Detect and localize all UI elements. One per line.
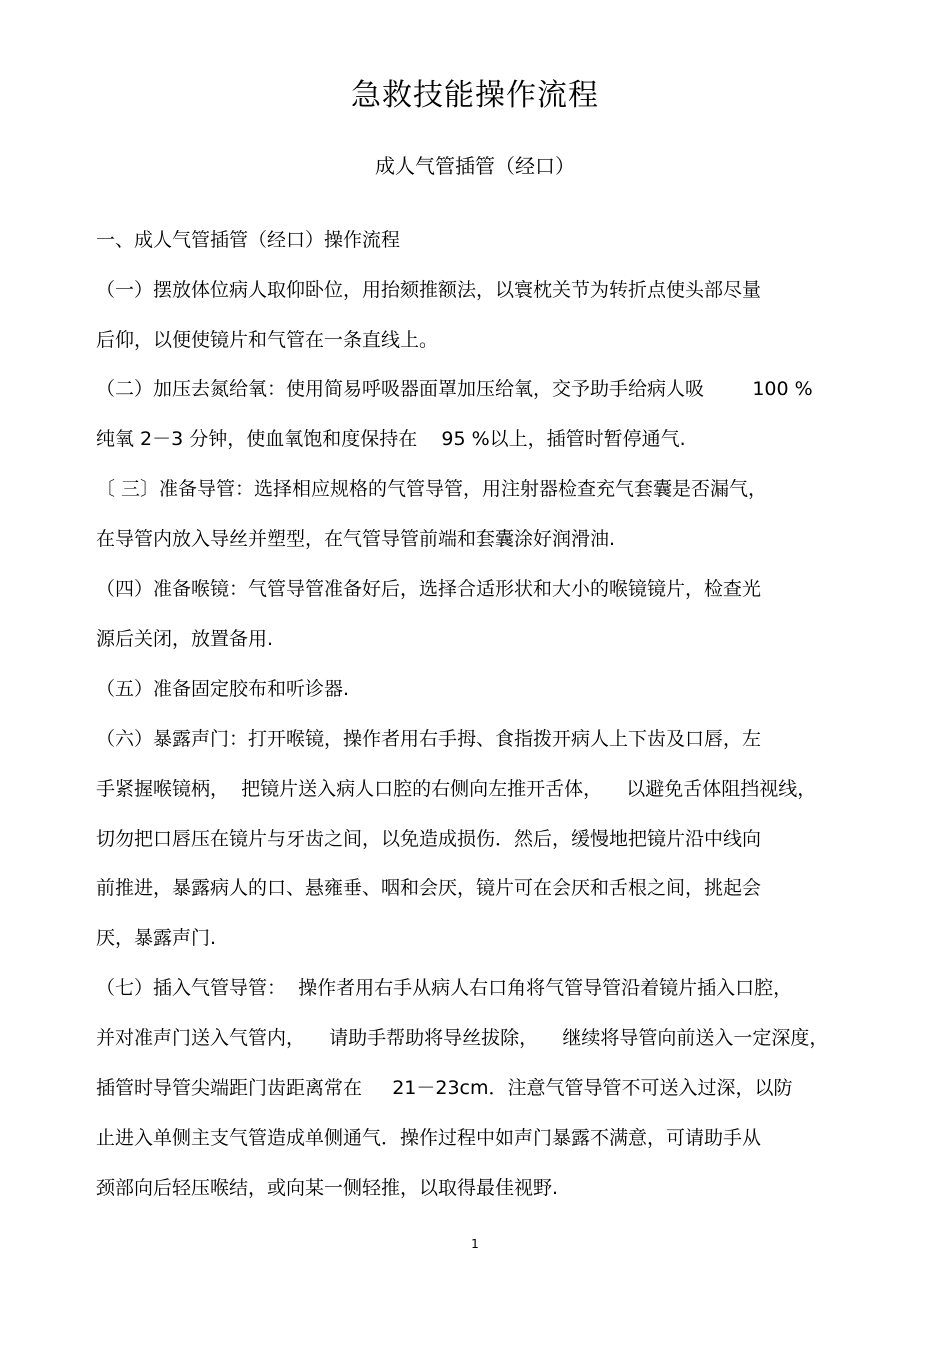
paragraph-line: （六）暴露声门：打开喉镜，操作者用右手拇、食指拨开病人上下齿及口唇，左 <box>96 728 762 750</box>
paragraph-line: 止进入单侧主支气管造成单侧通气．操作过程中如声门暴露不满意，可请助手从 <box>96 1127 762 1149</box>
paragraph-line: （七）插入气管导管： 操作者用右手从病人右口角将气管导管沿着镜片插入口腔， <box>96 977 793 999</box>
paragraph-line: 在导管内放入导丝并塑型，在气管导管前端和套囊涂好润滑油. <box>96 528 616 550</box>
paragraph-line: （一）摆放体位病人取仰卧位，用抬颏推额法，以寰枕关节为转折点使头部尽量 <box>96 279 762 301</box>
section-heading: 一、成人气管插管（经口）操作流程 <box>96 229 401 251</box>
page-number: 1 <box>471 1237 479 1251</box>
paragraph-line: 前推进，暴露病人的口、悬雍垂、咽和会厌，镜片可在会厌和舌根之间，挑起会 <box>96 877 762 899</box>
paragraph-line: 插管时导管尖端距门齿距离常在 21－23cm．注意气管导管不可送入过深，以防 <box>96 1077 793 1099</box>
paragraph-line: 〔 三〕准备导管：选择相应规格的气管导管，用注射器检查充气套囊是否漏气， <box>96 478 768 500</box>
paragraph-line: 手紧握喉镜柄， 把镜片送入病人口腔的右侧向左推开舌体， 以避免舌体阻挡视线， <box>96 778 817 800</box>
paragraph-line: 厌，暴露声门. <box>96 927 217 949</box>
paragraph-line: 后仰，以便使镜片和气管在一条直线上。 <box>96 329 439 351</box>
paragraph-line: （四）准备喉镜：气管导管准备好后，选择合适形状和大小的喉镜镜片，检查光 <box>96 578 762 600</box>
paragraph-line: 颈部向后轻压喉结，或向某一侧轻推，以取得最佳视野. <box>96 1177 559 1199</box>
paragraph-line: （二）加压去氮给氧：使用简易呼吸器面罩加压给氧，交予助手给病人吸 100 % <box>96 378 813 400</box>
paragraph-line: 切勿把口唇压在镜片与牙齿之间，以免造成损伤．然后，缓慢地把镜片沿中线向 <box>96 828 762 850</box>
paragraph-line: 纯氧 2－3 分钟，使血氧饱和度保持在 95 %以上，插管时暂停通气. <box>96 428 686 450</box>
paragraph-line: 源后关闭，放置备用. <box>96 628 274 650</box>
paragraph-line: 并对准声门送入气管内， 请助手帮助将导丝拔除， 继续将导管向前送入一定深度， <box>96 1027 829 1049</box>
page-title: 急救技能操作流程 <box>351 78 599 113</box>
page-subtitle: 成人气管插管（经口） <box>375 154 575 178</box>
paragraph-line: （五）准备固定胶布和听诊器. <box>96 678 350 700</box>
